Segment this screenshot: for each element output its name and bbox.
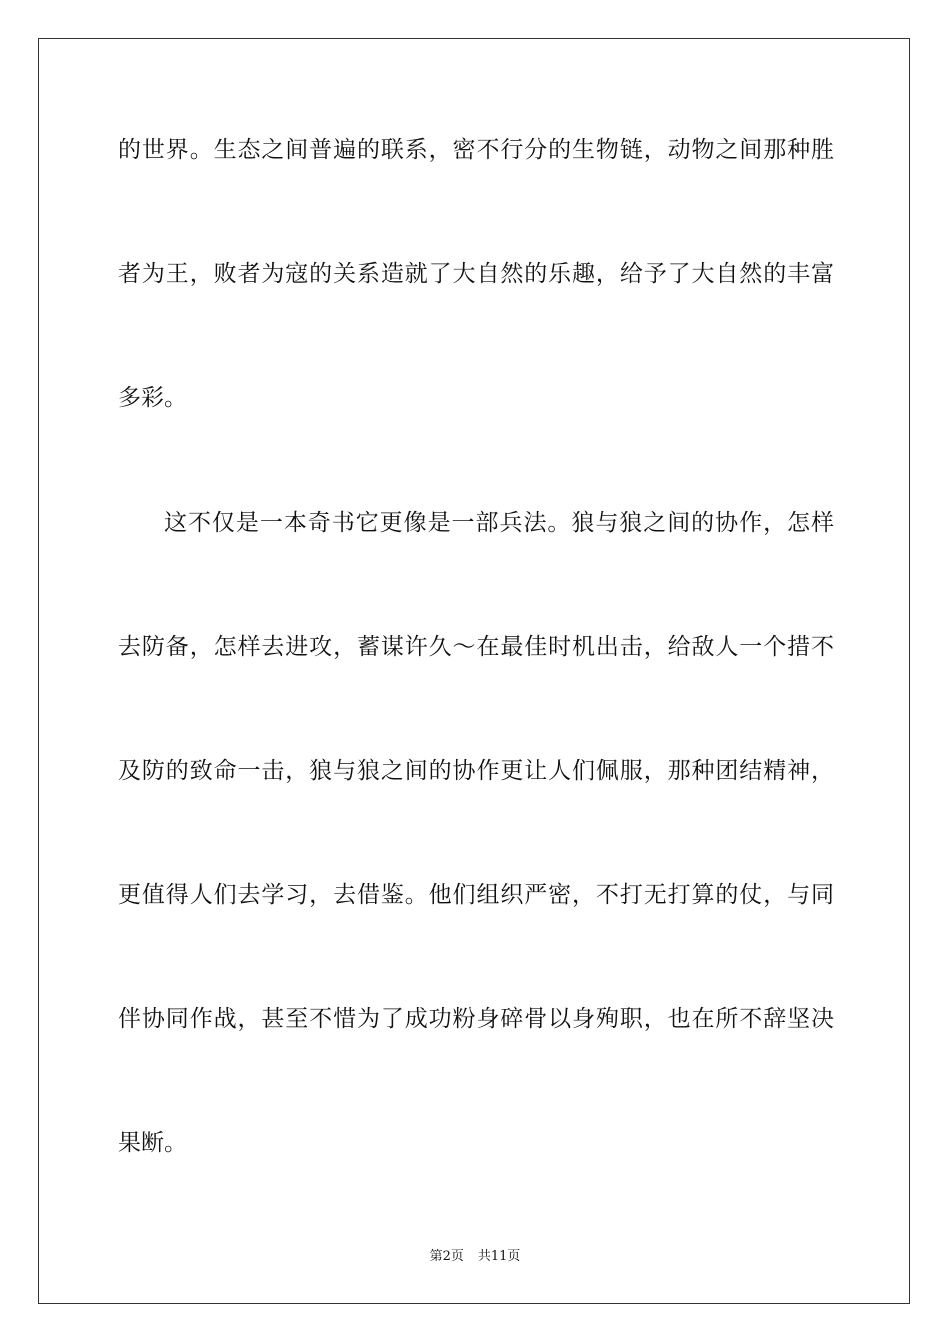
text-line: 更值得人们去学习，去借鉴。他们组织严密，不打无打算的仗，与同 — [118, 882, 834, 908]
text-line: 果断。 — [118, 1130, 187, 1156]
page-border — [38, 38, 910, 1304]
text-line: 伴协同作战，甚至不惜为了成功粉身碎骨以身殉职，也在所不辞坚决 — [118, 1006, 834, 1032]
text-line: 者为王，败者为寇的关系造就了大自然的乐趣，给予了大自然的丰富 — [118, 261, 834, 287]
page-footer — [0, 1248, 950, 1266]
page-total: 共11页 — [477, 1249, 521, 1264]
text-line: 这不仅是一本奇书它更像是一部兵法。狼与狼之间的协作，怎样 — [164, 510, 834, 536]
text-line: 及防的致命一击，狼与狼之间的协作更让人们佩服，那种团结精神， — [118, 758, 834, 784]
text-line: 多彩。 — [118, 385, 187, 411]
text-line: 去防备，怎样去进攻，蓄谋许久～在最佳时机出击，给敌人一个措不 — [118, 634, 834, 660]
page-number: 第2页 — [429, 1249, 464, 1264]
text-line: 的世界。生态之间普遍的联系，密不行分的生物链，动物之间那种胜 — [118, 137, 834, 163]
